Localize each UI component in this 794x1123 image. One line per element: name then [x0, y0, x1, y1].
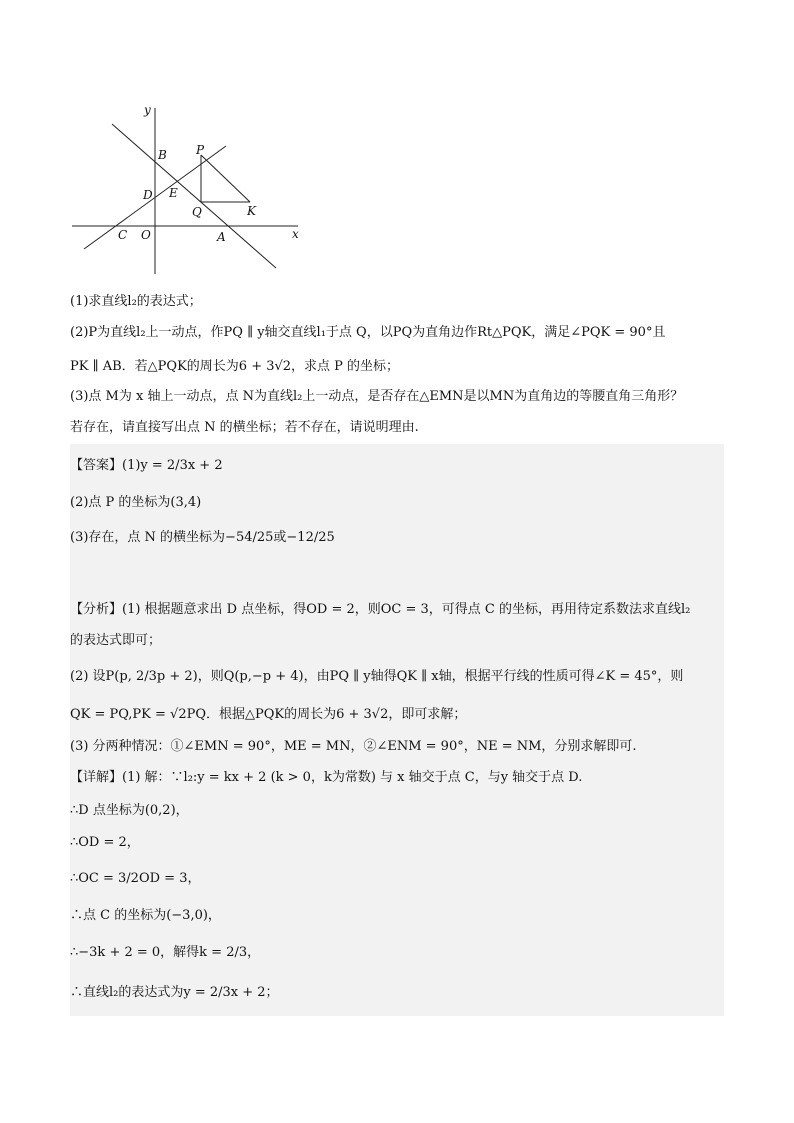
label-p: P	[196, 143, 205, 157]
question-line-1: (1)求直线l₂的表达式；	[70, 294, 202, 309]
question-line-5: 若存在，请直接写出点 N 的横坐标；若不存在，请说明理由.	[70, 420, 419, 435]
analysis-line-4: QK = PQ,PK = √2PQ．根据△PQK的周长为6 + 3√2，即可求解；	[70, 707, 467, 722]
answer-line-1: 【答案】(1)y = 2/3x + 2	[70, 458, 223, 473]
label-q: Q	[192, 205, 202, 219]
analysis-line-1: 【分析】(1) 根据题意求出 D 点坐标，得OD = 2，则OC = 3，可得点 C 的坐标，再用待定系数法求直线l₂	[70, 602, 691, 617]
label-d: D	[143, 188, 153, 202]
answer-line-2: (2)点 P 的坐标为(3,4)	[70, 495, 202, 510]
detail-line-1: 【详解】(1) 解：∵l₂:y = kx + 2 (k > 0，k为常数) 与 x 轴交于点 C，与y 轴交于点 D.	[70, 770, 583, 785]
question-line-4: (3)点 M为 x 轴上一动点，点 N为直线l₂上一动点，是否存在△EMN是以MN为直角边的等腰直角三角形？	[70, 389, 684, 404]
analysis-line-2: 的表达式即可；	[70, 633, 162, 648]
line-l1	[112, 124, 276, 268]
detail-line-7: ∴直线l₂的表达式为y = 2/3x + 2；	[70, 985, 279, 1000]
detail-line-5: ∴点 C 的坐标为(−3,0)，	[70, 908, 221, 923]
label-c: C	[118, 228, 128, 242]
detail-line-3: ∴OD = 2，	[70, 835, 140, 850]
label-k: K	[247, 204, 256, 218]
detail-line-6: ∴−3k + 2 = 0，解得k = 2/3，	[70, 945, 261, 960]
coordinate-figure	[68, 96, 308, 281]
label-a: A	[217, 230, 226, 244]
label-y: y	[144, 103, 151, 117]
question-line-3: PK ∥ AB．若△PQK的周长为6 + 3√2，求点 P 的坐标；	[70, 359, 400, 374]
analysis-line-5: (3) 分两种情况：①∠EMN = 90°，ME = MN，②∠ENM = 90°，NE = NM，分别求解即可.	[70, 739, 637, 754]
question-line-2: (2)P为直线l₂上一动点，作PQ ∥ y轴交直线l₁于点 Q，以PQ为直角边作Rt△PQK，满足∠PQK = 90°且	[70, 325, 666, 340]
segment-pk	[201, 155, 250, 202]
label-o: O	[141, 228, 151, 242]
label-e: E	[169, 186, 178, 200]
answer-line-3: (3)存在，点 N 的横坐标为−54/25或−12/25	[70, 530, 335, 545]
label-b: B	[158, 148, 167, 162]
detail-line-4: ∴OC = 3/2OD = 3，	[70, 871, 201, 886]
detail-line-2: ∴D 点坐标为(0,2)，	[70, 803, 189, 818]
label-x: x	[292, 227, 299, 241]
analysis-line-3: (2) 设P(p, 2/3p + 2)，则Q(p,−p + 4)，由PQ ∥ y轴得QK ∥ x轴，根据平行线的性质可得∠K = 45°，则	[70, 669, 684, 684]
